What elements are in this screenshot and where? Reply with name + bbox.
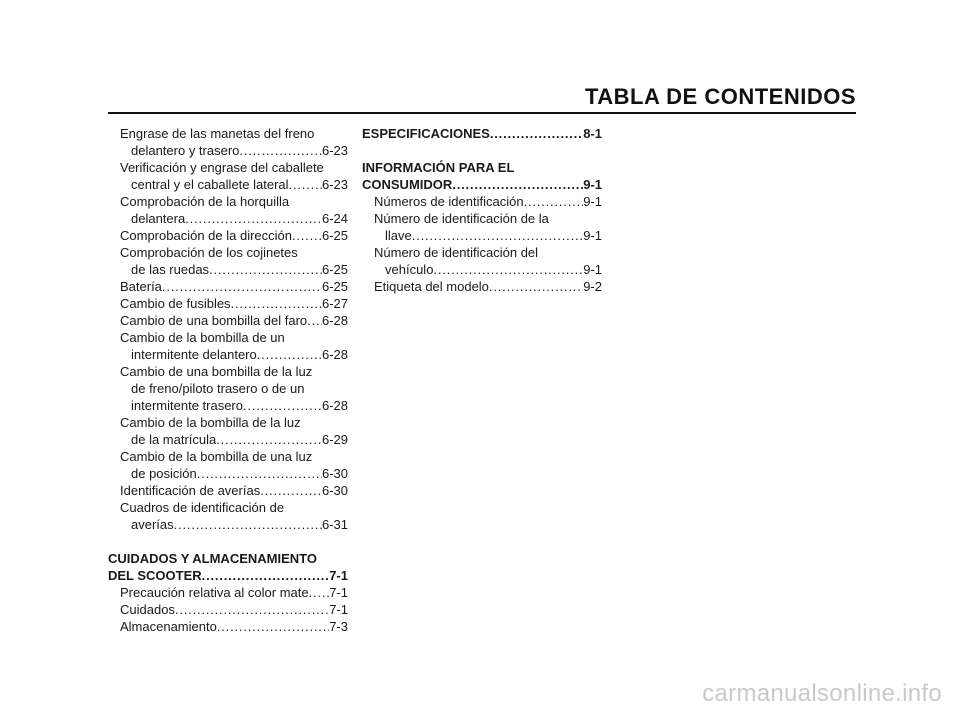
toc-leader-dots <box>257 346 322 363</box>
toc-page-number: 6-28 <box>321 398 348 413</box>
toc-leader-dots <box>162 278 322 295</box>
toc-entry-text: de posición <box>131 466 197 481</box>
toc-leader-dots <box>175 601 329 618</box>
toc-entry-text: Comprobación de la horquilla <box>120 194 290 209</box>
toc-entry-text: Número de identificación del <box>374 245 539 260</box>
toc-page-number: 7-1 <box>329 585 348 600</box>
toc-page-number: 6-23 <box>321 177 348 192</box>
toc-entry-text: INFORMACIÓN PARA EL <box>362 160 515 175</box>
toc-chapter-entry[interactable] <box>362 125 602 142</box>
toc-entry-text: de las ruedas <box>131 262 210 277</box>
toc-page-number: 6-28 <box>321 347 348 362</box>
toc-entry-text: Cuidados <box>120 602 175 617</box>
toc-entry[interactable] <box>108 465 348 482</box>
toc-leader-dots <box>185 210 322 227</box>
toc-leader-dots <box>490 125 583 142</box>
toc-page-number: 9-1 <box>583 194 602 209</box>
toc-entry <box>362 244 602 261</box>
toc-page-number: 6-25 <box>321 228 348 243</box>
toc-entry-text: llave <box>385 228 412 243</box>
toc-entry <box>108 193 348 210</box>
toc-entry[interactable] <box>108 227 348 244</box>
toc-entry[interactable] <box>108 584 348 601</box>
toc-entry-text: intermitente delantero <box>131 347 257 362</box>
toc-entry[interactable] <box>108 210 348 227</box>
toc-entry-text: Cuadros de identificación de <box>120 500 285 515</box>
toc-gap <box>362 142 602 159</box>
toc-entry-text: Batería <box>120 279 162 294</box>
toc-entry[interactable] <box>108 431 348 448</box>
toc-chapter-entry <box>108 550 348 567</box>
toc-page-number: 6-30 <box>321 466 348 481</box>
toc-left-column <box>108 125 348 635</box>
toc-leader-dots <box>231 295 322 312</box>
toc-chapter-entry <box>362 159 602 176</box>
title-rule <box>108 112 856 114</box>
toc-gap <box>108 533 348 550</box>
toc-entry <box>108 363 348 380</box>
toc-entry[interactable] <box>362 227 602 244</box>
toc-entry-text: Etiqueta del modelo <box>374 279 489 294</box>
toc-page-number: 6-27 <box>321 296 348 311</box>
toc-entry[interactable] <box>108 601 348 618</box>
toc-leader-dots <box>202 567 330 584</box>
toc-page-number: 9-1 <box>583 262 602 277</box>
toc-entry-text: Comprobación de los cojinetes <box>120 245 298 260</box>
toc-entry-text: de la matrícula <box>131 432 217 447</box>
toc-leader-dots <box>239 142 322 159</box>
toc-entry[interactable] <box>108 397 348 414</box>
toc-leader-dots <box>292 227 322 244</box>
toc-page-number: 6-24 <box>321 211 348 226</box>
toc-entry-text: Número de identificación de la <box>374 211 549 226</box>
toc-leader-dots <box>289 176 322 193</box>
toc-entry-text: DEL SCOOTER <box>108 568 202 583</box>
toc-leader-dots <box>209 261 322 278</box>
toc-right-column <box>362 125 602 295</box>
toc-entry[interactable] <box>108 618 348 635</box>
toc-entry-text: Cambio de fusibles <box>120 296 231 311</box>
toc-entry-text: CONSUMIDOR <box>362 177 453 192</box>
toc-entry-text: Cambio de la bombilla de un <box>120 330 285 345</box>
toc-page-number: 6-30 <box>321 483 348 498</box>
toc-page-number: 9-1 <box>583 228 602 243</box>
toc-leader-dots <box>452 176 583 193</box>
toc-leader-dots <box>309 584 330 601</box>
toc-entry-text: Números de identificación <box>374 194 524 209</box>
toc-entry-text: Cambio de la bombilla de la luz <box>120 415 301 430</box>
toc-leader-dots <box>489 278 583 295</box>
toc-entry[interactable] <box>108 346 348 363</box>
toc-page-number: 7-1 <box>329 602 348 617</box>
toc-entry[interactable] <box>362 278 602 295</box>
toc-entry-text: vehículo <box>385 262 434 277</box>
toc-entry <box>362 210 602 227</box>
toc-leader-dots <box>243 397 322 414</box>
toc-entry <box>108 380 348 397</box>
toc-leader-dots <box>412 227 583 244</box>
toc-entry-text: Cambio de una bombilla del faro <box>120 313 308 328</box>
toc-entry[interactable] <box>108 516 348 533</box>
toc-page-number: 6-25 <box>321 279 348 294</box>
toc-entry-text: Verificación y engrase del caballete <box>120 160 324 175</box>
toc-leader-dots <box>197 465 322 482</box>
toc-entry-text: central y el caballete lateral <box>131 177 289 192</box>
toc-entry-text: Almacenamiento <box>120 619 217 634</box>
toc-entry <box>108 244 348 261</box>
toc-leader-dots <box>174 516 322 533</box>
toc-entry[interactable] <box>362 261 602 278</box>
toc-entry <box>108 414 348 431</box>
toc-entry-text: averías <box>131 517 174 532</box>
toc-chapter-entry[interactable] <box>362 176 602 193</box>
toc-chapter-entry[interactable] <box>108 567 348 584</box>
toc-entry-text: Precaución relativa al color mate <box>120 585 309 600</box>
toc-entry[interactable] <box>108 482 348 499</box>
toc-entry[interactable] <box>108 295 348 312</box>
toc-leader-dots <box>217 618 329 635</box>
toc-entry-text: Cambio de una bombilla de la luz <box>120 364 313 379</box>
toc-page-number: 9-1 <box>583 177 602 192</box>
toc-leader-dots <box>216 431 322 448</box>
toc-entry[interactable] <box>108 312 348 329</box>
toc-entry <box>108 499 348 516</box>
toc-entry-text: Comprobación de la dirección <box>120 228 292 243</box>
toc-page-number: 6-31 <box>321 517 348 532</box>
toc-page-number: 6-28 <box>321 313 348 328</box>
toc-leader-dots <box>433 261 583 278</box>
toc-page-number: 8-1 <box>583 126 602 141</box>
toc-entry <box>108 125 348 142</box>
toc-entry-text: delantero y trasero <box>131 143 240 158</box>
toc-leader-dots <box>260 482 322 499</box>
toc-page-number: 6-29 <box>321 432 348 447</box>
toc-entry <box>108 329 348 346</box>
toc-entry-text: Cambio de la bombilla de una luz <box>120 449 313 464</box>
toc-entry[interactable] <box>108 278 348 295</box>
toc-entry-text: intermitente trasero <box>131 398 243 413</box>
toc-entry[interactable] <box>108 261 348 278</box>
watermark: carmanualsonline.info <box>702 680 942 707</box>
toc-entry-text: de freno/piloto trasero o de un <box>131 381 305 396</box>
toc-page-number: 6-23 <box>321 143 348 158</box>
toc-leader-dots <box>307 312 322 329</box>
toc-entry[interactable] <box>108 176 348 193</box>
toc-leader-dots <box>524 193 584 210</box>
toc-entry <box>108 159 348 176</box>
toc-entry-text: Engrase de las manetas del freno <box>120 126 315 141</box>
toc-page-number: 7-3 <box>329 619 348 634</box>
toc-entry-text: Identificación de averías <box>120 483 261 498</box>
page-title: TABLA DE CONTENIDOS <box>584 84 856 109</box>
toc-entry-text: delantera <box>131 211 186 226</box>
toc-entry[interactable] <box>108 142 348 159</box>
toc-page-number: 6-25 <box>321 262 348 277</box>
toc-entry-text: ESPECIFICACIONES <box>362 126 490 141</box>
toc-page-number: 9-2 <box>583 279 602 294</box>
toc-entry[interactable] <box>362 193 602 210</box>
toc-entry-text: CUIDADOS Y ALMACENAMIENTO <box>108 551 317 566</box>
toc-entry <box>108 448 348 465</box>
toc-page-number: 7-1 <box>329 568 348 583</box>
